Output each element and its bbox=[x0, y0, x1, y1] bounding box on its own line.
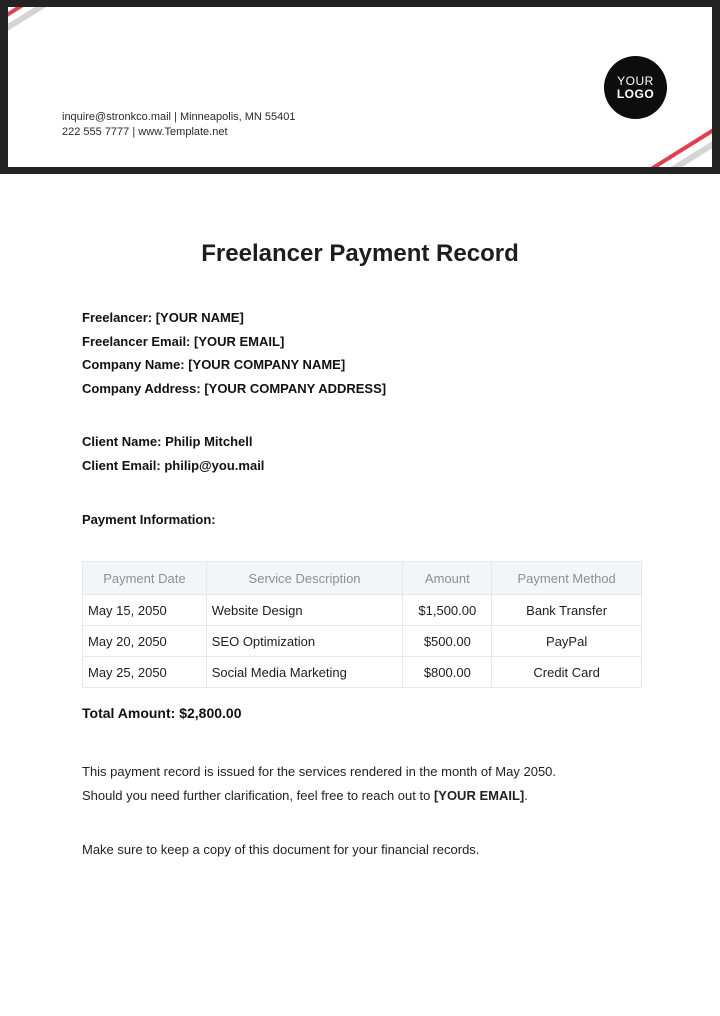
total-amount: Total Amount: $2,800.00 bbox=[82, 705, 242, 721]
service-description: Social Media Marketing bbox=[206, 657, 403, 688]
page-title: Freelancer Payment Record bbox=[201, 240, 519, 267]
amount: $1,500.00 bbox=[403, 595, 492, 626]
logo-text: LOGO bbox=[616, 86, 655, 101]
note-text: Should you need further clarification, feel free to reach out to bbox=[82, 788, 434, 803]
accent-stripe bbox=[660, 136, 712, 167]
column-header: Payment Method bbox=[492, 562, 642, 595]
company-address: Company Address: [YOUR COMPANY ADDRESS] bbox=[82, 380, 387, 396]
freelancer-email: Freelancer Email: [YOUR EMAIL] bbox=[82, 333, 285, 349]
logo-text: YOUR bbox=[617, 73, 654, 88]
payment-method: PayPal bbox=[492, 626, 642, 657]
contact-line: 222 555 7777 | www.Template.net bbox=[62, 126, 228, 138]
column-header: Payment Date bbox=[83, 562, 207, 595]
client-details bbox=[82, 430, 264, 477]
client-name: Client Name: Philip Mitchell bbox=[82, 434, 253, 449]
payment-date: May 15, 2050 bbox=[83, 595, 207, 626]
payment-date: May 20, 2050 bbox=[83, 626, 207, 657]
contact-info bbox=[62, 110, 296, 140]
service-description: SEO Optimization bbox=[206, 626, 403, 657]
column-header: Amount bbox=[403, 562, 492, 595]
amount: $500.00 bbox=[403, 626, 492, 657]
client-email: Client Email: philip@you.mail bbox=[82, 457, 265, 473]
table-row bbox=[83, 657, 642, 688]
payment-date: May 25, 2050 bbox=[83, 657, 207, 688]
payment-table bbox=[82, 561, 642, 688]
note-paragraph bbox=[82, 760, 642, 808]
closing-paragraph: Make sure to keep a copy of this document for your financial records. bbox=[82, 842, 480, 857]
payment-method: Bank Transfer bbox=[492, 595, 642, 626]
freelancer-details bbox=[82, 306, 386, 400]
payment-heading: Payment Information: bbox=[82, 512, 216, 527]
contact-line: inquire@stronkco.mail | Minneapolis, MN 55401 bbox=[62, 111, 296, 123]
note-text: . bbox=[524, 788, 528, 803]
note-line bbox=[82, 784, 642, 808]
amount: $800.00 bbox=[403, 657, 492, 688]
service-description: Website Design bbox=[206, 595, 403, 626]
company-name: Company Name: [YOUR COMPANY NAME] bbox=[82, 357, 346, 372]
note-line: This payment record is issued for the services rendered in the month of May 2050. bbox=[82, 764, 557, 779]
table-header-row bbox=[83, 562, 642, 595]
freelancer-name: Freelancer: [YOUR NAME] bbox=[82, 310, 244, 325]
column-header: Service Description bbox=[206, 562, 403, 595]
table-row bbox=[83, 595, 642, 626]
payment-method: Credit Card bbox=[492, 657, 642, 688]
table-row bbox=[83, 626, 642, 657]
logo bbox=[604, 56, 667, 119]
header-card bbox=[8, 7, 712, 167]
email-placeholder: [YOUR EMAIL] bbox=[433, 788, 525, 803]
